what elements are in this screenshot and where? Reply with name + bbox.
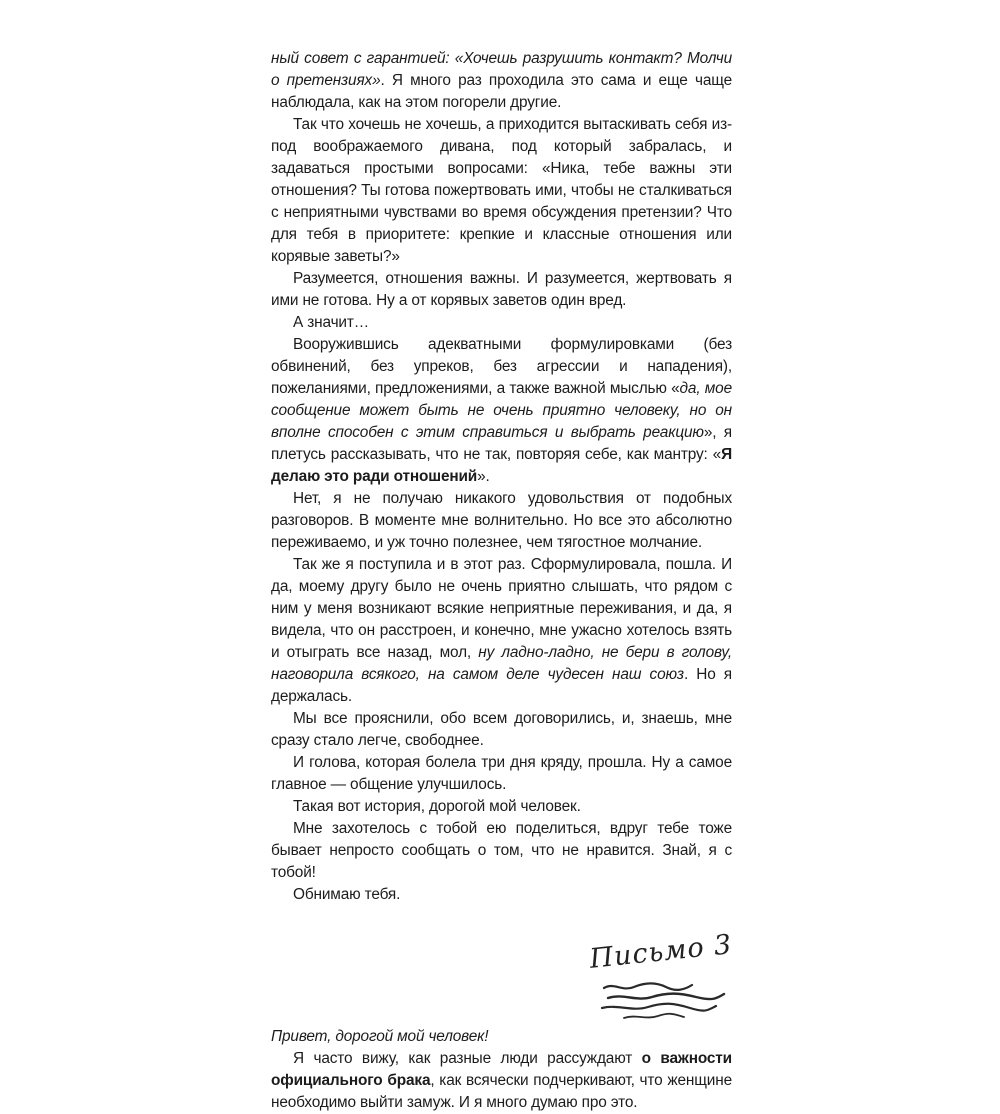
letter-salutation: Привет, дорогой мой человек!: [271, 1028, 489, 1045]
text-segment: Такая вот история, дорогой мой человек.: [293, 798, 581, 815]
text-segment: Мы все прояснили, обо всем договорились, и, знаешь, мне сразу стало легче, свободнее.: [271, 710, 732, 749]
text-segment: . Но я держалась.: [271, 666, 732, 705]
paragraph: [271, 796, 732, 818]
paragraph: [271, 752, 732, 796]
wavy-lines-ornament: [600, 976, 730, 1022]
paragraph: [271, 334, 732, 488]
letter-heading-block: [271, 906, 732, 1026]
text-segment: ный совет с гарантией: «Хочешь разрушить контакт? Молчи о претензиях»: [271, 50, 732, 89]
text-segment: Вооружившись адекватными формулировками (без обвинений, без упреков, без агрессии и нападения), пожеланиями, предложениями, а также важной мыслью «: [271, 336, 732, 397]
paragraph: [271, 1048, 732, 1114]
paragraph: [271, 884, 732, 906]
text-segment: Так же я поступила и в этот раз. Сформулировала, пошла. И да, моему другу было не очень приятно слышать, что рядом с ним у меня возникают всякие неприятные переживания, и да, я видела, что он расстроен, и конечно, мне ужасно хотелось взять и отыграть все назад, мол,: [271, 556, 732, 661]
text-segment: Так что хочешь не хочешь, а приходится вытаскивать себя из-под воображаемого дивана, под который забралась, и задаваться простыми вопросами: «Ника, тебе важны эти отношения? Ты готова пожертвовать ими, чтобы не сталкиваться с неприятными чувствами во время обсуждения претензии? Что для тебя в приоритете: крепкие и классные отношения или корявые заветы?»: [271, 116, 732, 265]
paragraph: [271, 818, 732, 884]
paragraph: [271, 312, 732, 334]
text-segment: , как всячески подчеркивают, что женщине необходимо выйти замуж. И я много думаю про это.: [271, 1072, 732, 1111]
text-segment: ну ладно-ладно, не бери в голову, наговорила всякого, на самом деле чудесен наш союз: [271, 644, 732, 683]
text-segment: да, мое сообщение может быть не очень приятно человеку, но он вполне способен с этим справиться и выбрать реакцию: [271, 380, 732, 441]
text-segment: Обнимаю тебя.: [293, 886, 401, 903]
letter-body-text: [271, 48, 732, 906]
text-segment: Я делаю это ради отношений: [271, 446, 732, 485]
text-segment: », я плетусь рассказывать, что не так, повторяя себе, как мантру: «: [271, 424, 732, 463]
paragraph: [271, 268, 732, 312]
text-segment: А значит…: [293, 314, 370, 331]
book-page: [271, 48, 732, 1114]
text-segment: Я часто вижу, как разные люди рассуждают: [293, 1050, 642, 1067]
paragraph: [271, 554, 732, 708]
text-segment: о важности официального брака: [271, 1050, 732, 1089]
text-segment: И голова, которая болела три дня кряду, прошла. Ну а самое главное — общение улучшилось.: [271, 754, 732, 793]
text-segment: Нет, я не получаю никакого удовольствия от подобных разговоров. В моменте мне волнительно. Но все это абсолютно переживаемо, и уж точно полезнее, чем тягостное молчание.: [271, 490, 732, 551]
text-segment: Мне захотелось с тобой ею поделиться, вдруг тебе тоже бывает непросто сообщать о том, что не нравится. Знай, я с тобой!: [271, 820, 732, 881]
text-segment: . Я много раз проходила это сама и еще чаще наблюдала, как на этом погорели другие.: [271, 72, 732, 111]
letter-heading: Письмо 3: [587, 929, 734, 975]
text-segment: Разумеется, отношения важны. И разумеется, жертвовать я ими не готова. Ну а от корявых заветов один вред.: [271, 270, 732, 309]
paragraph: [271, 708, 732, 752]
paragraph: [271, 48, 732, 114]
paragraph: [271, 114, 732, 268]
paragraph: [271, 488, 732, 554]
text-segment: ».: [477, 468, 490, 485]
letter-3-body-text: [271, 1048, 732, 1114]
